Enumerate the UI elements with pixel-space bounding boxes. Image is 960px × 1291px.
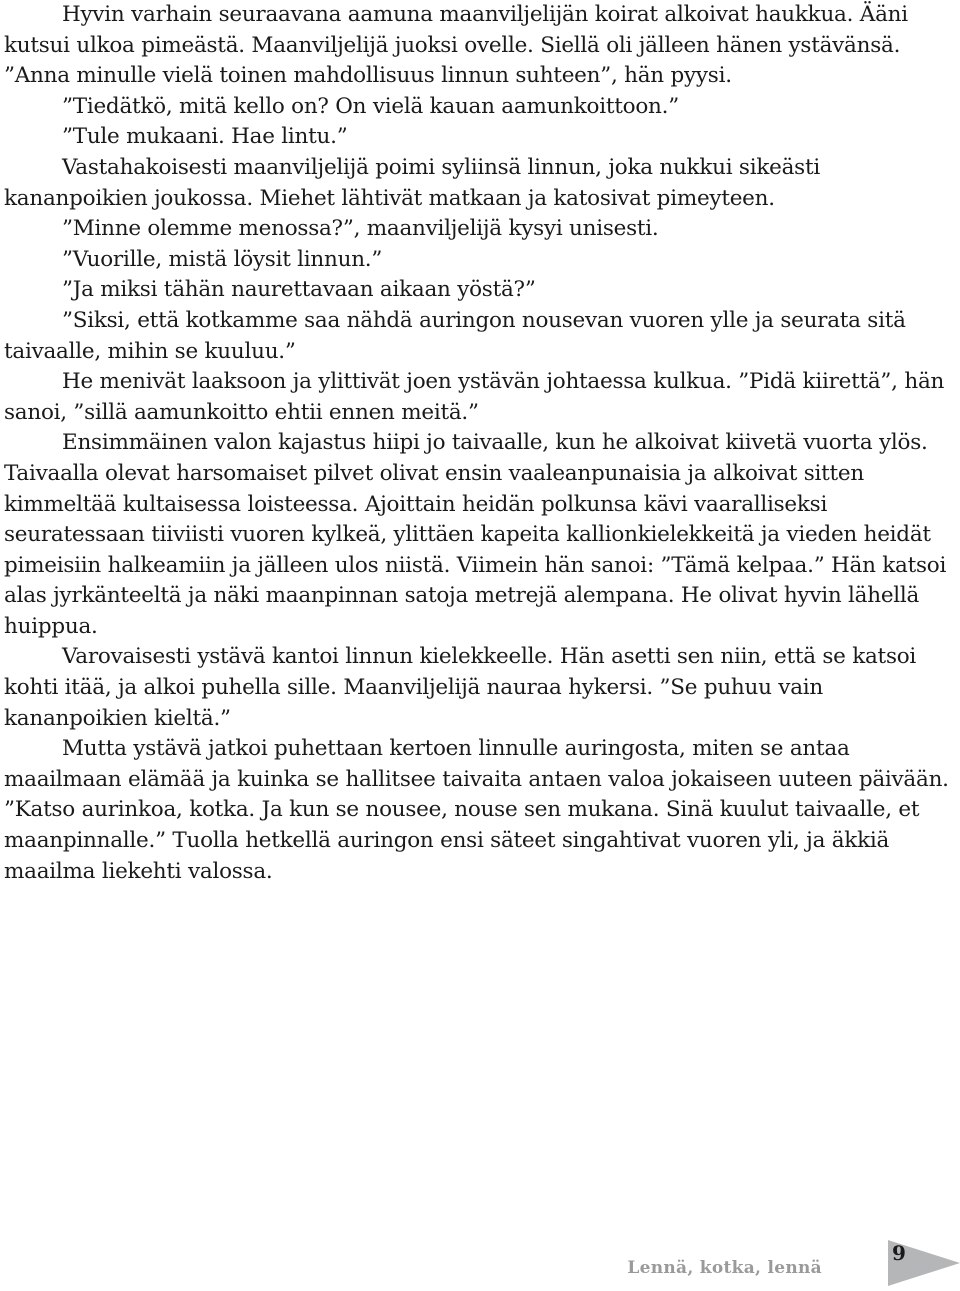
paragraph-9: He menivät laaksoon ja ylittivät joen ystävän johtaessa kulkua. ”Pidä kiirettä”, hän sanoi, ”sillä aamunkoitto ehtii ennen meitä.” (4, 369, 945, 425)
page-footer (0, 1238, 960, 1288)
paragraph-12: Mutta ystävä jatkoi puhettaan kertoen linnulle auringosta, miten se antaa maailmaan elämää ja kuinka se hallitsee taivaita antaen valoa jokaiseen uuteen päivään. ”Katso aurinkoa, kotka. Ja kun se nousee, nouse sen mukana. Sinä kuulut taivaalle, et maanpinnalle.” Tuolla hetkellä auringon ensi säteet singahtivat vuoren yli, ja äkkiä maailma liekehti valossa. (4, 736, 949, 884)
page-body (4, 0, 954, 887)
paragraph-3: ”Tule mukaani. Hae lintu.” (62, 124, 348, 150)
paragraph-7: ”Ja miksi tähän naurettavaan aikaan yöstä?” (62, 277, 536, 303)
paragraph-10: Ensimmäinen valon kajastus hiipi jo taivaalle, kun he alkoivat kiivetä vuorta ylös. Taivaalla olevat harsomaiset pilvet olivat ensin vaaleanpunaisia ja alkoivat sitten kimmeltää kultaisessa loisteessa. Ajoittain heidän polkunsa kävi vaaralliseksi seuratessaan tiiviisti vuoren kylkeä, ylittäen kapeita kallionkielekkeitä ja vieden heidät pimeisiin halkeamiin ja jälleen ulos niistä. Viimein hän sanoi: ”Tämä kelpaa.” Hän katsoi alas jyrkänteeltä ja näki maanpinnan satoja metrejä alempana. He olivat hyvin lähellä huippua. (4, 430, 947, 639)
paragraph-1: Hyvin varhain seuraavana aamuna maanviljelijän koirat alkoivat haukkua. Ääni kutsui ulkoa pimeästä. Maanviljelijä juoksi ovelle. Siellä oli jälleen hänen ystävänsä. ”Anna minulle vielä toinen mahdollisuus linnun suhteen”, hän pyysi. (4, 2, 908, 89)
page-number: 9 (892, 1241, 906, 1265)
paragraph-8: ”Siksi, että kotkamme saa nähdä auringon nousevan vuoren ylle ja seurata sitä taivaalle, mihin se kuuluu.” (4, 307, 906, 364)
paragraph-11: Varovaisesti ystävä kantoi linnun kielekkeelle. Hän asetti sen niin, että se katsoi kohti itää, ja alkoi puhella sille. Maanviljelijä nauraa hykersi. ”Se puhuu vain kananpoikien kieltä.” (4, 644, 917, 731)
paragraph-6: ”Vuorille, mistä löysit linnun.” (62, 246, 383, 272)
paragraph-2: ”Tiedätkö, mitä kello on? On vielä kauan aamunkoittoon.” (62, 93, 679, 119)
paragraph-5: ”Minne olemme menossa?”, maanviljelijä kysyi unisesti. (62, 216, 659, 242)
paragraph-4: Vastahakoisesti maanviljelijä poimi syliinsä linnun, joka nukkui sikeästi kananpoikien joukossa. Miehet lähtivät matkaan ja katosivat pimeyteen. (4, 154, 820, 211)
running-title: Lennä, kotka, lennä (627, 1258, 822, 1278)
